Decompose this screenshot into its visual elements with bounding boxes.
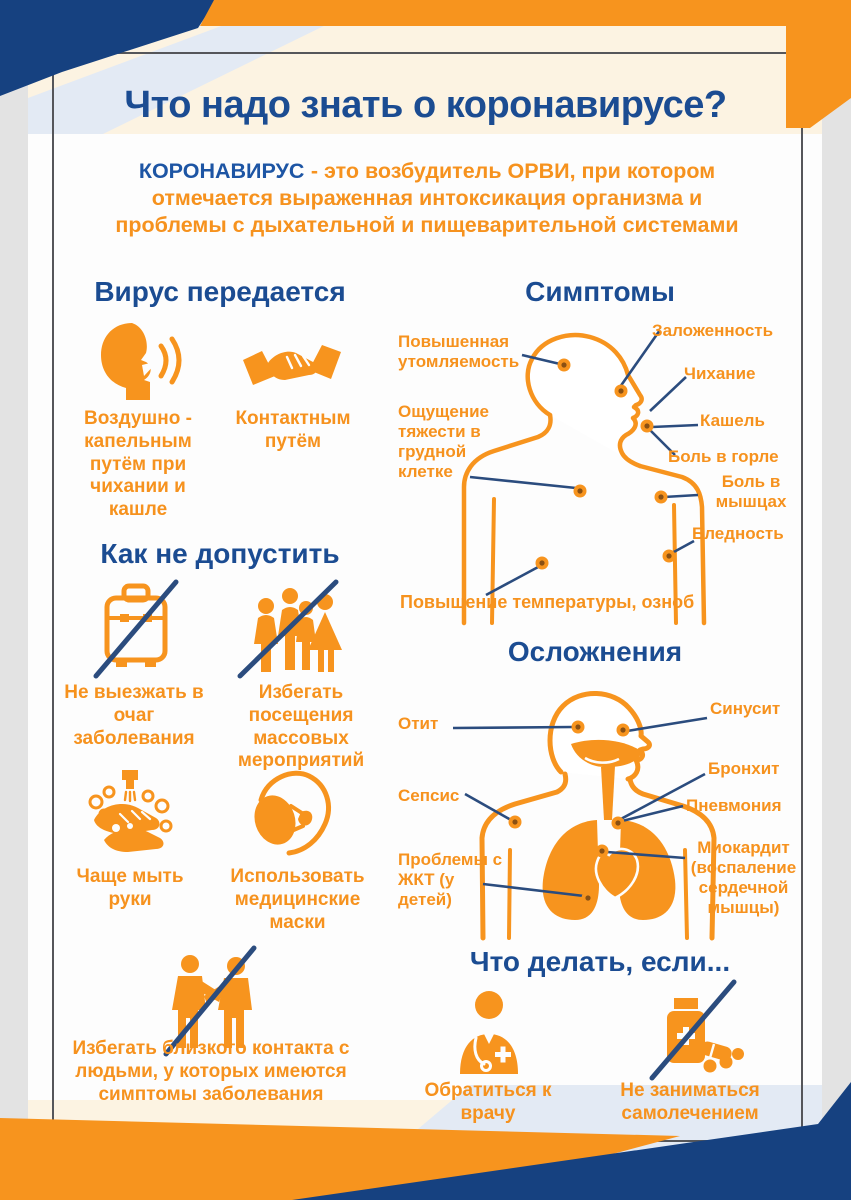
coughing-person-icon — [98, 320, 182, 400]
symptom-label-chest-heaviness: Ощущение тяжести в грудной клетке — [398, 402, 489, 482]
wash-hands-icon — [82, 770, 176, 858]
section-heading-transmission: Вирус передается — [94, 276, 346, 307]
symptom-label-fever: Повышение температуры, озноб — [400, 592, 695, 612]
prevention-label-wash-hands: Чаще мыть руки — [76, 866, 184, 910]
transmission-label-contact: Контактным путём — [235, 408, 351, 452]
complication-label-gi-problems: Проблемы с ЖКТ (у детей) — [398, 850, 503, 910]
intro-term: КОРОНАВИРУС — [138, 159, 305, 183]
complication-label-bronchitis: Бронхит — [708, 759, 780, 778]
prevention-label-no-crowds: Избегать посещения массовых мероприятий — [237, 682, 365, 772]
section-heading-complications: Осложнения — [507, 636, 683, 667]
action-label-see-doctor: Обратиться к врачу — [424, 1080, 552, 1124]
symptom-label-fatigue: Повышенная утомляемость — [398, 332, 520, 372]
prevention-label-avoid-contact: Избегать близкого контакта с людьми, у которых имеются симптомы заболевания — [72, 1038, 350, 1105]
page-title: Что надо знать о коронавирусе? — [124, 84, 727, 126]
symptom-label-cough: Кашель — [700, 411, 765, 430]
intro-line-1-rest: - это возбудитель ОРВИ, при котором — [310, 159, 716, 183]
complication-label-pneumonia: Пневмония — [686, 796, 782, 815]
intro-line-3: проблемы с дыхательной и пищеварительной системами — [115, 213, 739, 238]
section-heading-actions: Что делать, если... — [469, 946, 731, 977]
prevention-label-no-travel: Не выезжать в очаг заболевания — [64, 682, 204, 749]
intro-line-1 — [80, 158, 774, 185]
section-heading-symptoms: Симптомы — [525, 276, 675, 307]
action-label-no-self-medication: Не заниматься самолечением — [620, 1080, 760, 1124]
intro-line-2: отмечается выраженная интоксикация организма и — [151, 186, 703, 211]
complication-label-myocarditis: Миокардит (воспаление сердечной мышцы) — [690, 838, 797, 918]
no-crowd-icon — [240, 586, 344, 676]
intro-text — [80, 158, 774, 239]
complication-label-sinusitis: Синусит — [710, 699, 781, 718]
transmission-label-airborne: Воздушно - капельным путём при чихании и кашле — [84, 408, 192, 521]
handshake-icon — [243, 330, 341, 394]
complication-label-sepsis: Сепсис — [398, 786, 460, 805]
medical-mask-icon — [243, 766, 335, 862]
symptom-label-muscle-pain: Боль в мышцах — [715, 472, 787, 512]
no-self-medication-icon — [638, 986, 746, 1078]
section-heading-prevention: Как не допустить — [100, 538, 340, 569]
symptom-label-sore-throat: Боль в горле — [668, 447, 779, 466]
symptom-label-paleness: Бледность — [692, 524, 784, 543]
complication-label-otitis: Отит — [398, 714, 439, 733]
symptom-label-congestion: Заложенность — [652, 321, 774, 340]
no-travel-suitcase-icon — [100, 584, 172, 676]
symptom-label-sneezing: Чихание — [684, 364, 756, 383]
doctor-icon — [448, 988, 530, 1074]
prevention-label-masks: Использовать медицинские маски — [230, 866, 365, 933]
